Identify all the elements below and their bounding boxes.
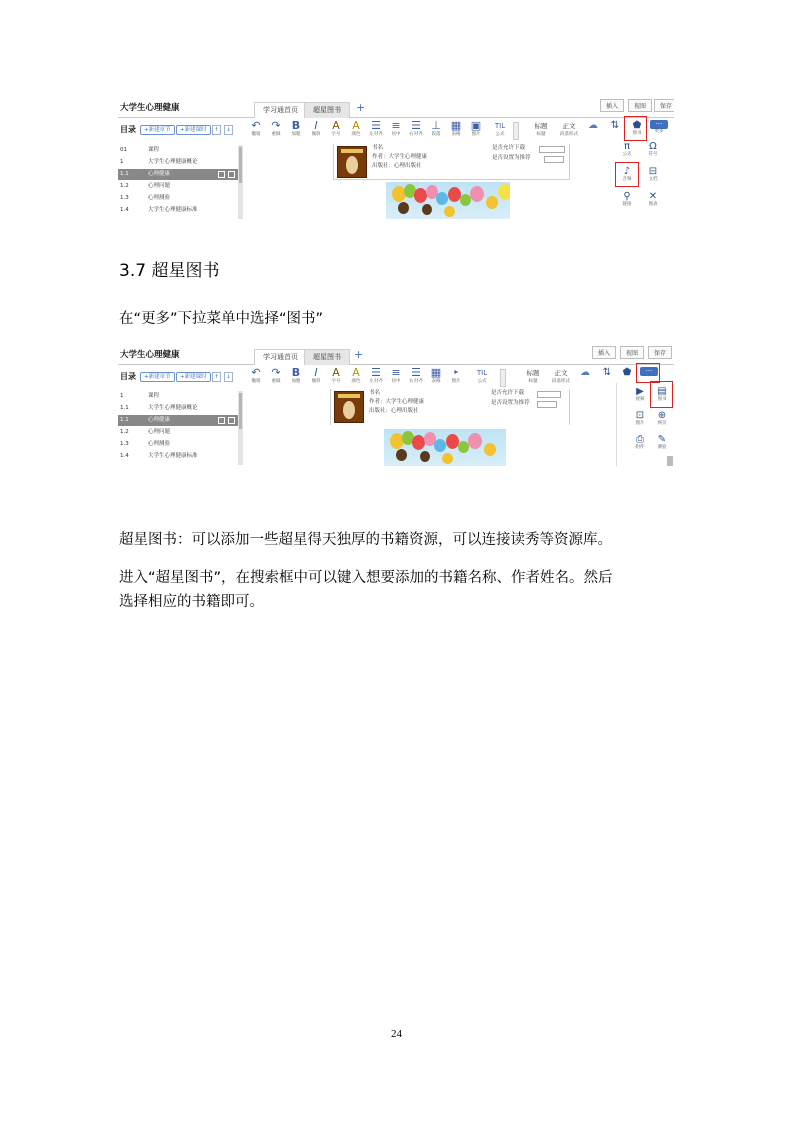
chart-button[interactable]: ✕ 图表 — [644, 191, 662, 209]
toolbar-separator — [513, 122, 519, 140]
download-field[interactable] — [537, 391, 561, 398]
move-up-icon[interactable]: ↑ — [212, 372, 221, 382]
toc-row[interactable]: 1.4 大学生心理健康标准 — [120, 207, 198, 213]
align-left-button[interactable]: ☰ 左对齐 — [369, 366, 383, 384]
undo-button[interactable]: ↶ 撤销 — [248, 367, 264, 389]
web-icon: ⊕ — [657, 410, 667, 421]
align-right-button[interactable]: ☰ 右对齐 — [409, 366, 423, 384]
redo-button[interactable]: ↷ 重做 — [268, 120, 284, 142]
font-size-icon: A — [332, 119, 340, 132]
add-tab-icon[interactable]: + — [356, 101, 366, 114]
audio-button[interactable]: ♪ 音频 — [618, 166, 636, 184]
formula-icon: π — [623, 141, 631, 152]
book-publisher: 出版社：心理出版社 — [372, 163, 422, 169]
italic-button[interactable]: I 倾斜 — [308, 367, 324, 389]
book-icon: ▤ — [657, 386, 667, 397]
recommend-label: 是否设置为推荐 — [491, 400, 530, 406]
font-size-button[interactable]: A 字号 — [328, 367, 344, 389]
toc-scrollbar[interactable] — [238, 145, 243, 219]
formula-button[interactable]: TIL 公式 — [474, 367, 490, 389]
toc-row-selected[interactable]: 1.1 心理健康 — [118, 415, 238, 426]
align-left-icon: ☰ — [371, 366, 381, 379]
redo-icon: ↷ — [271, 366, 281, 379]
link-icon: ⚲ — [623, 191, 631, 202]
font-size-icon: A — [332, 366, 340, 379]
new-lesson-button[interactable]: +新建课时 — [176, 125, 211, 135]
screenshot-more-menu — [118, 343, 674, 466]
align-center-icon: ≡ — [391, 119, 401, 132]
new-chapter-button[interactable]: +新建章节 — [140, 372, 175, 382]
font-color-icon: A — [352, 366, 360, 379]
toc-label: 目录 — [120, 125, 136, 134]
recommend-field[interactable] — [544, 156, 564, 163]
italic-icon: I — [314, 119, 318, 132]
formula-icon: TIL — [494, 122, 506, 130]
more-icon: ··· — [640, 367, 658, 376]
file-icon: ⎙ — [636, 434, 644, 445]
paragraph-usage-line2: 选择相应的书籍即可。 — [119, 594, 264, 610]
book-card — [330, 389, 570, 425]
formula-button[interactable]: TIL 公式 — [492, 120, 508, 142]
redo-icon: ↷ — [271, 119, 281, 132]
paragraph-intro: 超星图书：可以添加一些超星得天独厚的书籍资源，可以连接读秀等资源库。 — [119, 532, 612, 548]
align-right-button[interactable]: ☰ 右对齐 — [409, 119, 423, 137]
align-center-button[interactable]: ≡ 居中 — [388, 120, 404, 142]
toc-row[interactable]: 1.1 大学生心理健康概论 — [120, 405, 198, 411]
edit-icon[interactable] — [218, 417, 225, 424]
book-icon: ⬟ — [622, 367, 632, 378]
align-left-icon: ☰ — [371, 119, 381, 132]
table-icon: ▦ — [430, 366, 442, 379]
bold-button[interactable]: B 加粗 — [288, 367, 304, 389]
toc-header — [118, 369, 240, 385]
app-title: 大学生心理健康 — [120, 103, 180, 113]
menu-item-file[interactable]: ⎙ 附件 — [631, 434, 649, 452]
more-dropdown-menu — [616, 383, 674, 466]
toc-row[interactable]: 1.2 心理问题 — [120, 183, 171, 189]
highlight-box — [636, 363, 660, 383]
view-button[interactable]: 视图 — [620, 346, 644, 359]
video-icon: ▶ — [636, 386, 644, 397]
tab-chaoxing-book[interactable]: 超星图书 — [304, 349, 350, 365]
menu-item-quiz[interactable]: ✎ 测验 — [653, 434, 671, 452]
book-button[interactable]: ⬟ 图书 — [628, 120, 646, 138]
body-style-button[interactable]: 正文 段落样式 — [552, 369, 570, 384]
doc-icon: ⊟ — [648, 166, 658, 177]
view-button[interactable]: 视图 — [628, 99, 652, 112]
cloud-icon: ☁ — [580, 367, 590, 378]
toc-row[interactable]: 1 课程 — [120, 393, 160, 399]
recommend-field[interactable] — [537, 401, 557, 408]
section-heading: 3.7 超星图书 — [119, 261, 220, 281]
menu-scrollbar[interactable] — [667, 456, 673, 466]
heading-style-button[interactable]: 标题 标题 — [526, 369, 540, 384]
tab-home[interactable]: 学习通首页 — [254, 349, 307, 365]
balloons-image — [384, 429, 506, 466]
book-cover — [337, 146, 367, 178]
toc-row[interactable]: 1.3 心理测验 — [120, 441, 171, 447]
align-center-icon: ≡ — [391, 366, 401, 379]
font-color-button[interactable]: A 颜色 — [348, 367, 364, 389]
table-button[interactable]: ▦ 表格 — [428, 367, 444, 389]
formula-icon: TIL — [476, 369, 488, 377]
font-color-button[interactable]: A 颜色 — [348, 120, 364, 142]
sort-icon: ⇅ — [602, 367, 612, 378]
move-down-icon[interactable]: ↓ — [224, 372, 233, 382]
image-icon: ▣ — [470, 119, 482, 132]
toc-row[interactable]: 1 大学生心理健康概论 — [120, 159, 198, 165]
toc-row[interactable]: 1.2 心理问题 — [120, 429, 171, 435]
table-icon: ▦ — [450, 119, 462, 132]
chart-icon: ✕ — [648, 191, 658, 202]
table-button[interactable]: ▦ 表格 — [448, 120, 464, 142]
music-icon: ♪ — [623, 166, 631, 177]
new-chapter-button[interactable]: +新建章节 — [140, 125, 175, 135]
menu-item-video[interactable]: ▶ 视频 — [631, 386, 649, 404]
sort-button[interactable] — [606, 120, 624, 138]
screenshot-editor-insert-panel — [118, 96, 674, 219]
cloud-button[interactable] — [584, 120, 602, 138]
toc-row-selected[interactable]: 1.1 心理健康 — [118, 169, 238, 180]
more-button[interactable]: ··· 更多 — [650, 120, 668, 138]
tab-home[interactable]: 学习通首页 — [254, 102, 307, 118]
image-icon: ‣ — [452, 366, 460, 379]
italic-button[interactable]: I 倾斜 — [308, 120, 324, 142]
align-right-icon: ☰ — [411, 366, 421, 379]
paragraph-button[interactable]: ⊥ 段落 — [428, 120, 444, 142]
delete-icon[interactable] — [228, 417, 235, 424]
balloons-image — [386, 182, 510, 219]
highlight-box — [624, 116, 647, 141]
add-tab-icon[interactable]: + — [354, 348, 364, 361]
align-right-icon: ☰ — [411, 119, 421, 132]
move-up-icon[interactable]: ↑ — [212, 125, 221, 135]
bold-icon: B — [291, 366, 301, 379]
toc-list — [118, 145, 240, 219]
insert-button[interactable]: 插入 — [600, 99, 624, 112]
toc-header — [118, 122, 240, 138]
highlight-box — [650, 381, 673, 408]
new-lesson-button[interactable]: +新建课时 — [176, 372, 211, 382]
link-button[interactable]: ⚲ 链接 — [618, 191, 636, 209]
editor-header — [118, 343, 674, 365]
save-button[interactable]: 保存 — [654, 99, 674, 112]
toc-row[interactable]: 1.3 心理测验 — [120, 195, 171, 201]
align-center-button[interactable]: ≡ 居中 — [388, 367, 404, 389]
image-button[interactable]: ‣ 图片 — [448, 367, 464, 389]
font-color-icon: A — [352, 119, 360, 132]
book-author: 作者：大学生心理健康 — [372, 154, 428, 160]
redo-button[interactable]: ↷ 重做 — [268, 367, 284, 389]
toc-row[interactable]: 01 课程 — [120, 147, 160, 153]
italic-icon: I — [314, 366, 318, 379]
image-button[interactable]: ▣ 图片 — [468, 120, 484, 142]
editor-header — [118, 96, 674, 118]
menu-item-image[interactable]: ⊡ 图片 — [631, 410, 649, 428]
undo-button[interactable]: ↶ 撤销 — [248, 120, 264, 142]
move-down-icon[interactable]: ↓ — [224, 125, 233, 135]
download-label: 是否允许下载 — [491, 390, 525, 396]
app-title: 大学生心理健康 — [120, 350, 180, 360]
toc-label: 目录 — [120, 372, 136, 381]
toc-scrollbar[interactable] — [238, 391, 243, 465]
omega-icon: Ω — [649, 141, 657, 152]
formula-insert-button[interactable]: π 公式 — [618, 141, 636, 159]
download-field[interactable] — [539, 146, 565, 153]
more-icon: ··· — [650, 120, 668, 129]
recommend-label: 是否设置为推荐 — [492, 155, 531, 161]
book-title: 书名 — [372, 145, 384, 151]
paragraph-icon: ⊥ — [431, 119, 441, 132]
page-number: 24 — [391, 1028, 402, 1040]
edit-icon[interactable] — [218, 171, 225, 178]
heading-style-button[interactable]: 标题 标题 — [534, 122, 548, 137]
bold-icon: B — [291, 119, 301, 132]
book-author: 作者：大学生心理健康 — [369, 399, 425, 405]
menu-item-web[interactable]: ⊕ 网页 — [653, 410, 671, 428]
undo-icon: ↶ — [251, 366, 261, 379]
save-button[interactable]: 保存 — [648, 346, 672, 359]
bold-button[interactable]: B 加粗 — [288, 120, 304, 142]
font-size-button[interactable]: A 字号 — [328, 120, 344, 142]
book-publisher: 出版社：心理出版社 — [369, 408, 419, 414]
book-icon: ⬟ — [632, 120, 642, 131]
menu-item-book[interactable]: ▤ 图书 — [653, 386, 671, 404]
toc-list — [118, 391, 240, 465]
sort-button[interactable] — [598, 367, 616, 385]
paragraph-usage-line1: 进入“超星图书”，在搜索框中可以键入想要添加的书籍名称、作者姓名。然后 — [119, 570, 613, 586]
body-style-button[interactable]: 正文 段落样式 — [560, 122, 578, 137]
symbol-button[interactable]: Ω 符号 — [644, 141, 662, 159]
download-label: 是否允许下载 — [492, 145, 526, 151]
undo-icon: ↶ — [251, 119, 261, 132]
book-card — [333, 144, 570, 180]
book-title: 书名 — [369, 390, 381, 396]
insert-button[interactable]: 插入 — [592, 346, 616, 359]
image-icon: ⊡ — [635, 410, 645, 421]
cloud-button[interactable] — [576, 367, 594, 385]
align-left-button[interactable]: ☰ 左对齐 — [369, 119, 383, 137]
cloud-icon: ☁ — [588, 120, 598, 131]
edit-icon: ✎ — [657, 434, 667, 445]
instruction-text: 在“更多”下拉菜单中选择“图书” — [119, 311, 324, 327]
tab-chaoxing-book[interactable]: 超星图书 — [304, 102, 350, 118]
highlight-box — [615, 162, 639, 187]
delete-icon[interactable] — [228, 171, 235, 178]
toolbar-separator — [500, 369, 506, 387]
toc-row[interactable]: 1.4 大学生心理健康标准 — [120, 453, 198, 459]
document-button[interactable]: ⊟ 文档 — [644, 166, 662, 184]
book-cover — [334, 391, 364, 423]
sort-icon: ⇅ — [610, 120, 620, 131]
